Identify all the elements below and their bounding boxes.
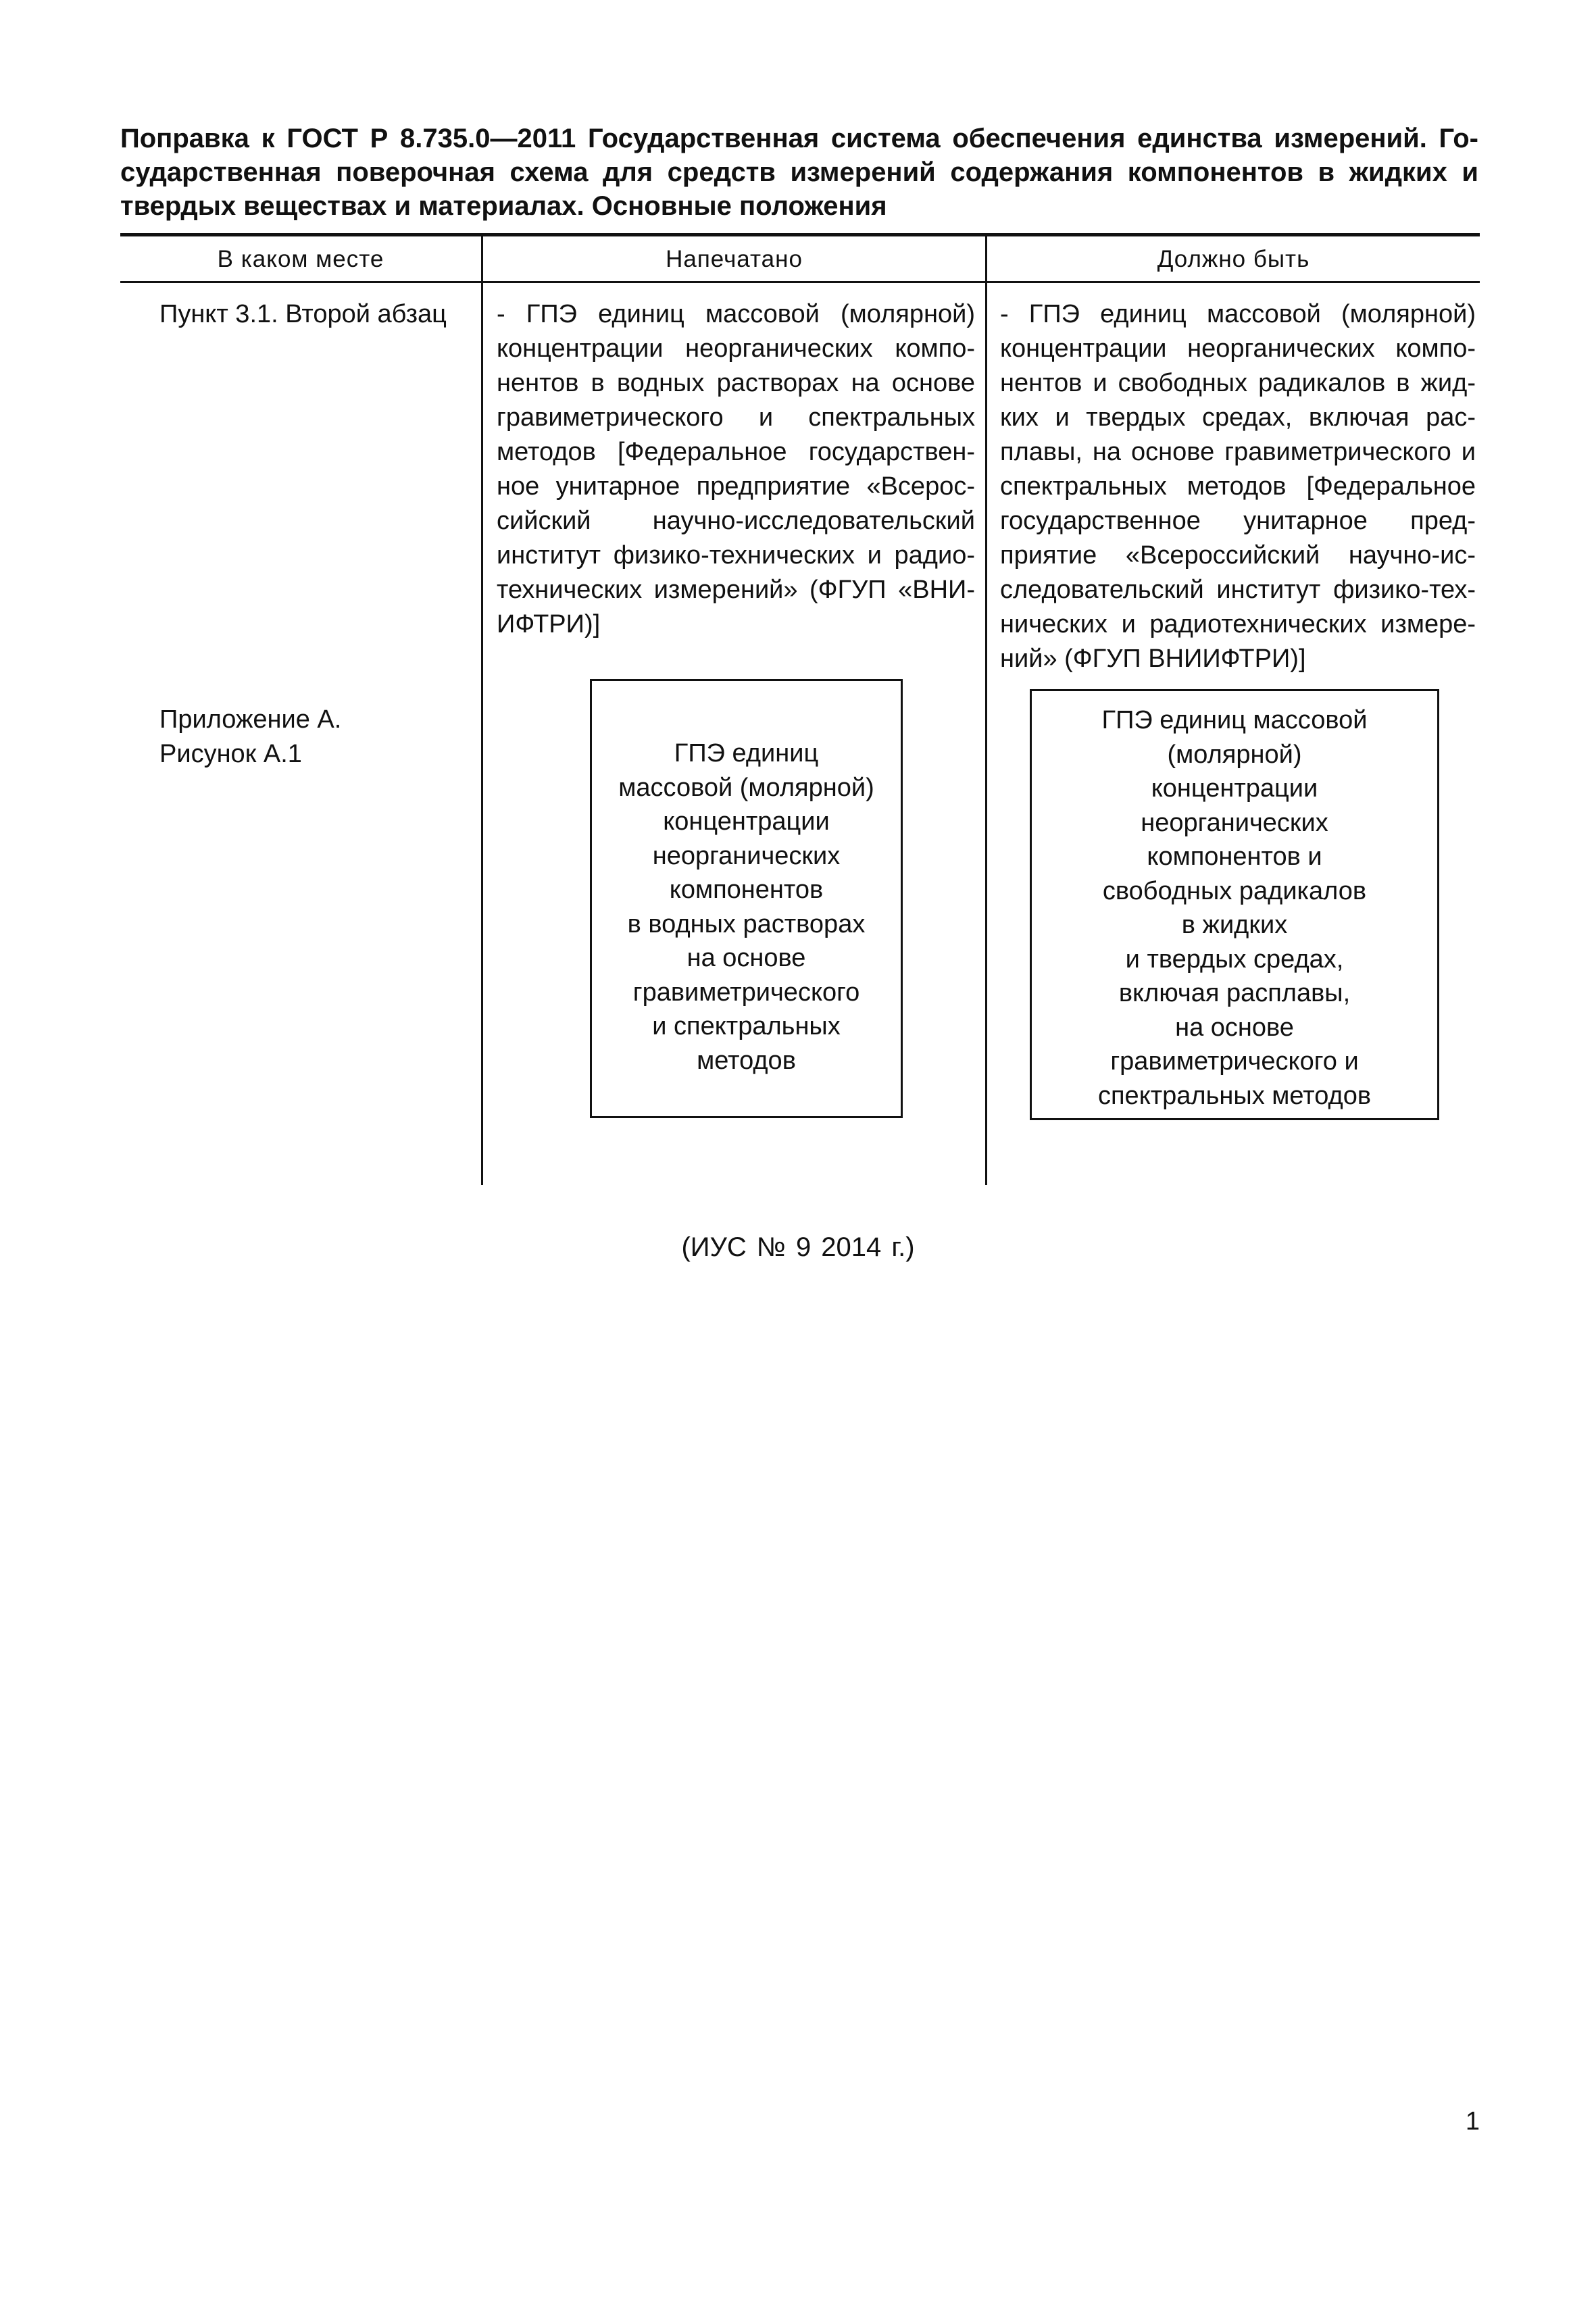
row-2-should-be-figure-box: ГПЭ единиц массовой (молярной) концентрации неорганических компонентов и свободных радикалов в жидких и твердых средах, включая расплавы, на основе гравиметрического и спектральных методов	[1030, 689, 1439, 1120]
column-header-place: В каком месте	[217, 246, 384, 272]
row-2-printed-figure-box: ГПЭ единиц массовой (молярной) концентрации неорганических компонентов в водных растворах на основе гравиметрического и спектральных методов	[590, 679, 903, 1118]
table-column-divider-2	[985, 236, 987, 1185]
table-header-rule	[120, 281, 1480, 283]
row-1-printed: - ГПЭ единиц массовой (молярной) концентрации неорганических компонентов в водных растворах на основе гравиметрического и спектральных методов [Федеральное государственное унитарное предприятие «Всероссийский научно-исследовательский институт физико-технических и радиотехнических измерений» (ФГУП «ВНИИФТРИ)]	[497, 300, 975, 638]
source-note: (ИУС № 9 2014 г.)	[681, 1232, 915, 1262]
row-1-place: Пункт 3.1. Второй абзац	[159, 300, 447, 328]
page-number: 1	[1465, 2107, 1480, 2136]
document-title: Поправка к ГОСТ Р 8.735.0—2011 Государственная система обеспечения единства измерений. Государственная поверочная схема для средств измерений содержания компонентов в жидких и твердых веществах и материалах. Основные положения	[120, 124, 1478, 221]
row-2-place: Приложение А. Рисунок А.1	[159, 705, 342, 768]
column-header-printed: Напечатано	[666, 246, 803, 272]
table-column-divider-1	[481, 236, 483, 1185]
table-top-rule	[120, 233, 1480, 236]
row-1-should-be: - ГПЭ единиц массовой (молярной) концентрации неорганических компонентов и свободных радикалов в жидких и твердых средах, включая расплавы, на основе гравиметрического и спектральных методов [Федеральное государственное унитарное предприятие «Всероссийский научно-исследовательский институт физико-технических и радиотехнических измерений» (ФГУП ВНИИФТРИ)]	[1000, 300, 1476, 673]
column-header-should-be: Должно быть	[1157, 246, 1310, 272]
